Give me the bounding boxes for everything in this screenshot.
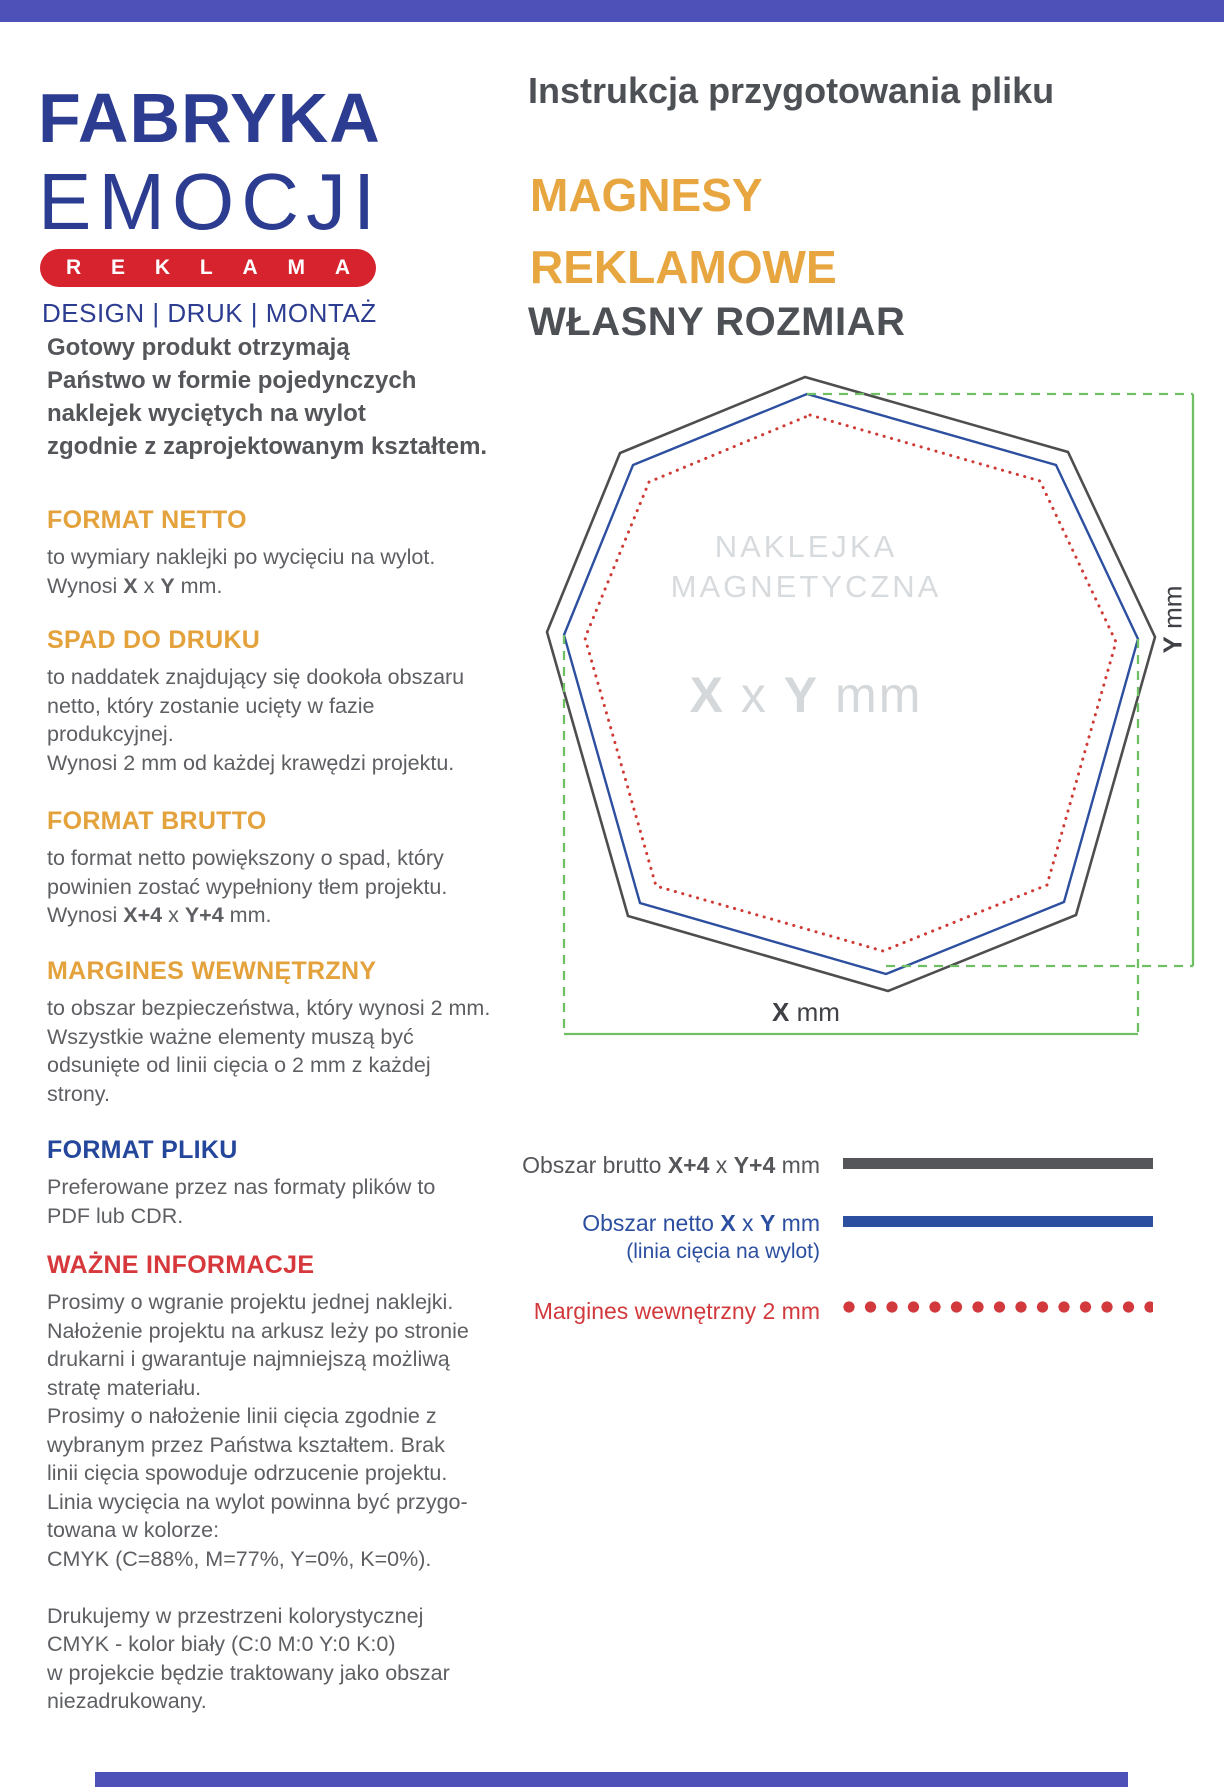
page-title: Instrukcja przygotowania pliku	[528, 70, 1055, 111]
legend-swatch-margines	[843, 1301, 1153, 1313]
text-line: drukarni i gwarantuje najmniejszą możliwą	[47, 1347, 450, 1371]
text-line: PDF lub CDR.	[47, 1203, 184, 1228]
section-title-format-netto: FORMAT NETTO	[47, 506, 247, 534]
text-line: towana w kolorze:	[47, 1518, 220, 1542]
section-title-format-pliku: FORMAT PLIKU	[47, 1136, 238, 1164]
section-title-wazne: WAŻNE INFORMACJE	[47, 1251, 315, 1279]
badge-letter: M	[287, 256, 305, 279]
badge-letter: K	[154, 256, 171, 279]
section-title-margines: MARGINES WEWNĘTRZNY	[47, 957, 377, 985]
text-line: CMYK - kolor biały (C:0 M:0 Y:0 K:0)	[47, 1632, 396, 1656]
badge-letter: R	[66, 256, 82, 279]
legend-swatch-brutto	[843, 1158, 1153, 1169]
text-line: powinien zostać wypełniony tłem projektu.	[47, 874, 448, 899]
text-line: strony.	[47, 1081, 110, 1106]
text-line: zgodnie z zaprojektowanym kształtem.	[47, 433, 488, 460]
section-title-format-brutto: FORMAT BRUTTO	[47, 807, 267, 835]
text-line: naklejek wyciętych na wylot	[47, 400, 366, 427]
watermark-naklejka: NAKLEJKA	[714, 529, 898, 564]
text-line: Gotowy produkt otrzymają	[47, 334, 350, 361]
text-line: wybranym przez Państwa kształtem. Brak	[47, 1432, 445, 1457]
badge-letter: A	[242, 256, 258, 279]
product-name-line1: MAGNESY	[530, 169, 763, 221]
badge-letter: L	[199, 256, 213, 279]
text-line: Prosimy o nałożenie linii cięcia zgodnie z	[47, 1404, 437, 1428]
x-dimension-label: X mm	[772, 997, 840, 1027]
text-line: odsunięte od linii cięcia o 2 mm z każdej	[47, 1053, 431, 1077]
legend-label-margines: Margines wewnętrzny 2 mm	[533, 1298, 820, 1324]
legend-label-brutto: Obszar brutto X+4 x Y+4 mm	[522, 1152, 820, 1178]
text-line: w projekcie będzie traktowany jako obszar	[47, 1660, 450, 1685]
text-line: Wynosi 2 mm od każdej krawędzi projektu.	[47, 750, 455, 775]
text-line: niezadrukowany.	[47, 1689, 207, 1713]
logo-word-emocji: EMOCJI	[38, 157, 383, 246]
text-line: to obszar bezpieczeństwa, który wynosi 2 mm.	[47, 996, 491, 1020]
text-line: Wynosi X x Y mm.	[47, 573, 223, 598]
legend-label-netto: Obszar netto X x Y mm	[582, 1210, 820, 1236]
legend-swatch-netto	[843, 1216, 1153, 1227]
text-line: to wymiary naklejki po wycięciu na wylot.	[47, 545, 436, 569]
text-line: Preferowane przez nas formaty plików to	[47, 1175, 436, 1199]
text-line: stratę materiału.	[47, 1375, 202, 1400]
text-line: to format netto powiększony o spad, który	[47, 846, 444, 870]
y-dimension-label: Y mm	[1157, 585, 1188, 654]
text-line: Wynosi X+4 x Y+4 mm.	[47, 903, 272, 927]
text-line: netto, który zostanie ucięty w fazie	[47, 693, 375, 718]
watermark-size-label: X x Y mm	[689, 667, 923, 723]
logo-word-fabryka: FABRYKA	[38, 79, 381, 157]
text-line: produkcyjnej.	[47, 722, 174, 746]
text-line: Nałożenie projektu na arkusz leży po stronie	[47, 1318, 469, 1343]
logo-tagline: DESIGN | DRUK | MONTAŻ	[42, 298, 377, 328]
text-line: linii cięcia spowoduje odrzucenie projektu.	[47, 1461, 448, 1485]
text-line: CMYK (C=88%, M=77%, Y=0%, K=0%).	[47, 1546, 432, 1571]
watermark-magnetyczna: MAGNETYCZNA	[670, 569, 942, 604]
section-title-spad: SPAD DO DRUKU	[47, 626, 261, 654]
badge-letter: A	[334, 256, 350, 279]
text-line: Linia wycięcia na wylot powinna być przygo-	[47, 1489, 468, 1514]
page-subtitle: WŁASNY ROZMIAR	[528, 300, 906, 344]
bottom-accent-bar	[95, 1772, 1128, 1787]
text-line: Wszystkie ważne elementy muszą być	[47, 1024, 414, 1049]
text-line: Prosimy o wgranie projektu jednej naklejki.	[47, 1290, 454, 1314]
text-line: Drukujemy w przestrzeni kolorystycznej	[47, 1603, 424, 1628]
badge-letter: E	[111, 256, 126, 279]
text-line: to naddatek znajdujący się dookoła obszaru	[47, 665, 465, 689]
legend-sub-netto: (linia cięcia na wylot)	[626, 1240, 820, 1263]
text-line: Państwo w formie pojedynczych	[47, 367, 417, 394]
product-name-line2: REKLAMOWE	[530, 241, 837, 293]
